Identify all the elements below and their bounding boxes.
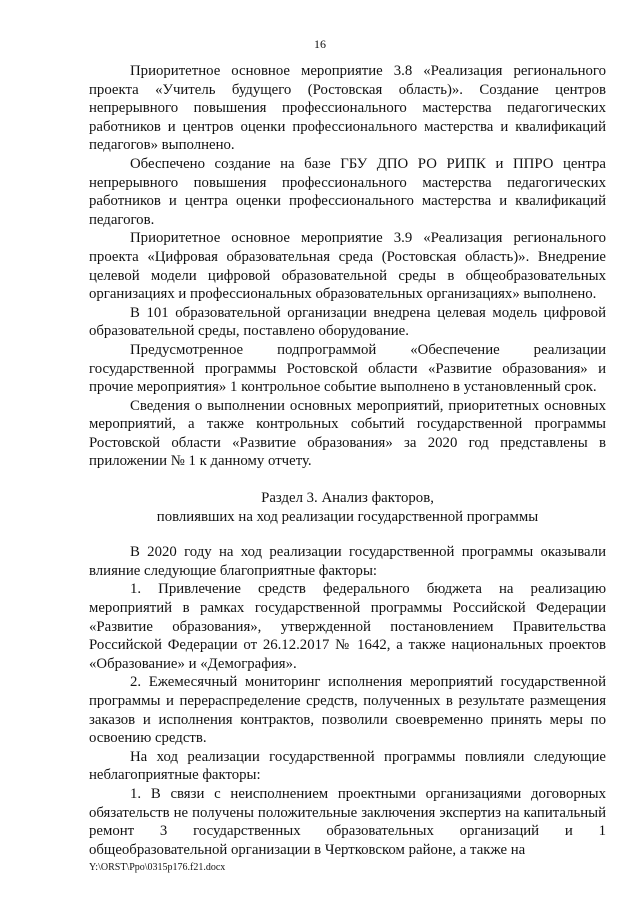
paragraph: Обеспечено создание на базе ГБУ ДПО РО РИПК и ППРО центра непрерывного повышения профессионального мастерства педагогических работников и центра оценки профессионального мастерства и квалификаций педагогов. bbox=[89, 155, 606, 228]
section-heading-line-1: Раздел 3. Анализ факторов, bbox=[261, 490, 434, 507]
footer-file-path: Y:\ORST\Ppo\0315p176.f21.docx bbox=[89, 862, 226, 873]
paragraph: 1. В связи с неисполнением проектными организациями договорных обязательств не получены положительные заключения экспертиз на капитальный ремонт 3 государственных образовательных организаций и 1 общеобразовательной организации в Чертковском районе, а также на bbox=[89, 785, 606, 858]
section-heading bbox=[89, 489, 606, 526]
paragraph: Сведения о выполнении основных мероприятий, приоритетных основных мероприятий, а также контрольных событий государственной программы Ростовской области «Развитие образования» за 2020 год представлены в приложении № 1 к данному отчету. bbox=[89, 397, 606, 470]
paragraph: На ход реализации государственной программы повлияли следующие неблагоприятные факторы: bbox=[89, 748, 606, 784]
paragraph: В 101 образовательной организации внедрена целевая модель цифровой образовательной среды, поставлено оборудование. bbox=[89, 304, 606, 340]
page-number: 16 bbox=[314, 37, 326, 51]
paragraph: 1. Привлечение средств федерального бюджета на реализацию мероприятий в рамках государственной программы Российской Федерации «Развитие образования», утвержденной постановлением Правительства Российской Федерации от 26.12.2017 № 1642, а также национальных проектов «Образование» и «Демография». bbox=[89, 581, 606, 672]
paragraph: В 2020 году на ход реализации государственной программы оказывали влияние следующие благоприятные факторы: bbox=[89, 544, 606, 579]
paragraph: 2. Ежемесячный мониторинг исполнения мероприятий государственной программы и перераспределение средств, полученных в результате размещения заказов и исполнения контрактов, позволили своевременно принять меры по освоению средств. bbox=[89, 674, 606, 747]
document-body bbox=[89, 62, 606, 859]
paragraph: Приоритетное основное мероприятие 3.9 «Реализация регионального проекта «Цифровая образовательная среда (Ростовская область)». Внедрение целевой модели цифровой образовательной среды в общеобразовательных организациях и профессиональных образовательных организациях» выполнено. bbox=[89, 230, 606, 303]
paragraph: Предусмотренное подпрограммой «Обеспечение реализации государственной программы Ростовской области «Развитие образования» и прочие мероприятия» 1 контрольное событие выполнено в установленный срок. bbox=[89, 341, 606, 396]
section-heading-line-2: повлиявших на ход реализации государственной программы bbox=[156, 508, 539, 525]
paragraph: Приоритетное основное мероприятие 3.8 «Реализация регионального проекта «Учитель будущего (Ростовская область)». Создание центров непрерывного повышения профессионального мастерства педагогических работников и центров оценки профессионального мастерства и квалификаций педагогов» выполнено. bbox=[89, 63, 606, 154]
